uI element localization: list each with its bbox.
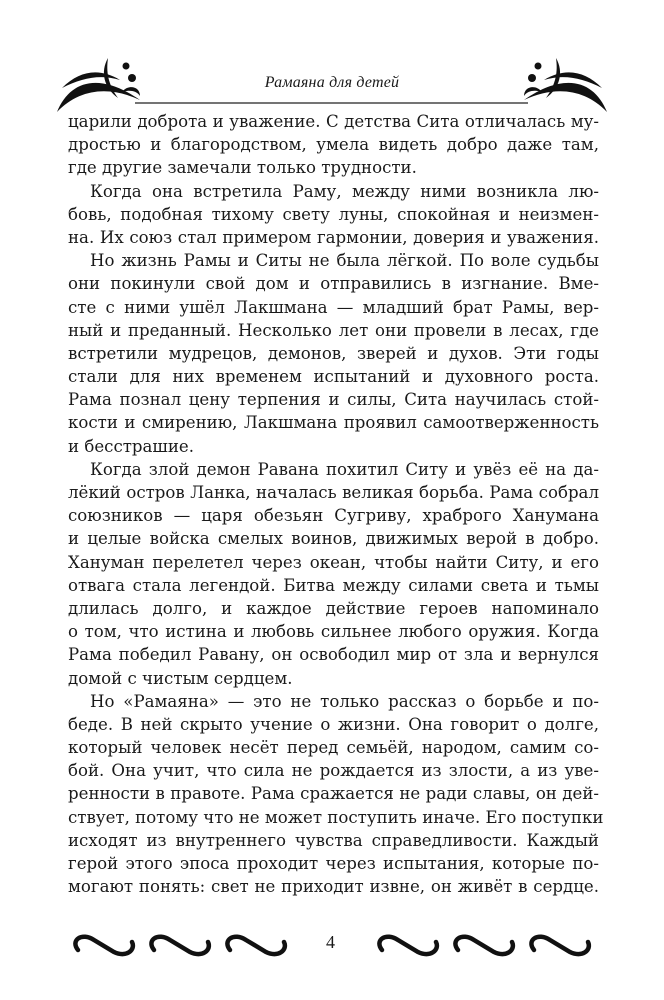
paragraph: [68, 690, 604, 899]
paragraph: [68, 249, 599, 458]
text-line: лёкий остров Ланка, началась великая борьба. Рама собрал: [68, 483, 599, 502]
text-line: беде. В ней скрыто учение о жизни. Она говорит о долге,: [68, 714, 599, 734]
page-header: [0, 0, 664, 120]
text-line: дростью и благородством, умела видеть добро даже там,: [68, 135, 599, 155]
running-title: Рамаяна для детей: [264, 74, 400, 91]
text-line: герой этого эпоса проходит через испытания, которые по-: [68, 854, 599, 873]
paragraph: [68, 180, 599, 250]
text-line: Но жизнь Рамы и Ситы не была лёгкой. По воле судьбы: [90, 251, 599, 271]
text-line: Хануман перелетел через океан, чтобы найти Ситу, и его: [68, 552, 599, 572]
text-line: о том, что истина и любовь сильнее любого оружия. Когда: [68, 622, 599, 642]
text-line: исходят из внутреннего чувства справедливости. Каждый: [68, 830, 599, 850]
text-line: царили доброта и уважение. С детства Сита отличалась му-: [68, 112, 599, 131]
wave-segment: [455, 937, 512, 954]
text-line: и бесстрашие.: [68, 436, 195, 456]
text-line: они покинули свой дом и отправились в изгнание. Вме-: [68, 274, 599, 294]
wave-segment: [531, 937, 588, 954]
text-line: ренности в правоте. Рама сражается не ради славы, он дей-: [68, 784, 599, 804]
text-line: отвага стала легендой. Битва между силами света и тьмы: [68, 575, 599, 595]
text-line: могают понять: свет не приходит извне, он живёт в сердце.: [68, 877, 599, 897]
text-line: сте с ними ушёл Лакшмана — младший брат Рамы, вер-: [68, 297, 599, 317]
text-line: бой. Она учит, что сила не рождается из злости, а из уве-: [68, 761, 599, 781]
text-line: длилась долго, и каждое действие героев напоминало: [68, 598, 599, 618]
text-line: встретили мудрецов, демонов, зверей и духов. Эти годы: [68, 343, 599, 363]
text-line: ствует, потому что не может поступить иначе. Его поступки: [68, 807, 604, 827]
page-body-text: [68, 110, 604, 898]
wave-segment: [75, 937, 132, 954]
text-line: Когда она встретила Раму, между ними возникла лю-: [90, 181, 599, 201]
text-line: ный и преданный. Несколько лет они провели в лесах, где: [68, 320, 599, 340]
text-line: стали для них временем испытаний и духовного роста.: [68, 367, 599, 387]
wave-segment: [151, 937, 208, 954]
header-ornament-icon: [0, 0, 664, 120]
text-line: домой с чистым сердцем.: [68, 668, 293, 688]
text-line: союзников — царя обезьян Сугриву, храброго Ханумана: [68, 506, 599, 526]
wave-segment: [227, 937, 284, 954]
text-line: бовь, подобная тихому свету луны, спокойная и неизмен-: [68, 204, 599, 224]
text-line: и целые войска смелых воинов, движимых верой в добро.: [68, 529, 599, 549]
text-line: Рама победил Равану, он освободил мир от зла и вернулся: [68, 645, 599, 665]
text-line: который человек несёт перед семьёй, народом, самим со-: [68, 738, 599, 758]
wave-segment: [379, 937, 436, 954]
text-line: Но «Рамаяна» — это не только рассказ о борьбе и по-: [90, 691, 599, 711]
page-number: 4: [326, 932, 335, 952]
page-footer: [0, 910, 664, 970]
paragraph: [68, 458, 599, 690]
text-line: Когда злой демон Равана похитил Ситу и увёз её на да-: [90, 459, 599, 479]
text-line: где другие замечали только трудности.: [68, 158, 417, 178]
paragraph: [68, 110, 599, 180]
text-line: на. Их союз стал примером гармонии, доверия и уважения.: [68, 227, 599, 247]
text-line: Рама познал цену терпения и силы, Сита научилась стой-: [68, 390, 599, 410]
text-line: кости и смирению, Лакшмана проявил самоотверженность: [68, 413, 599, 433]
